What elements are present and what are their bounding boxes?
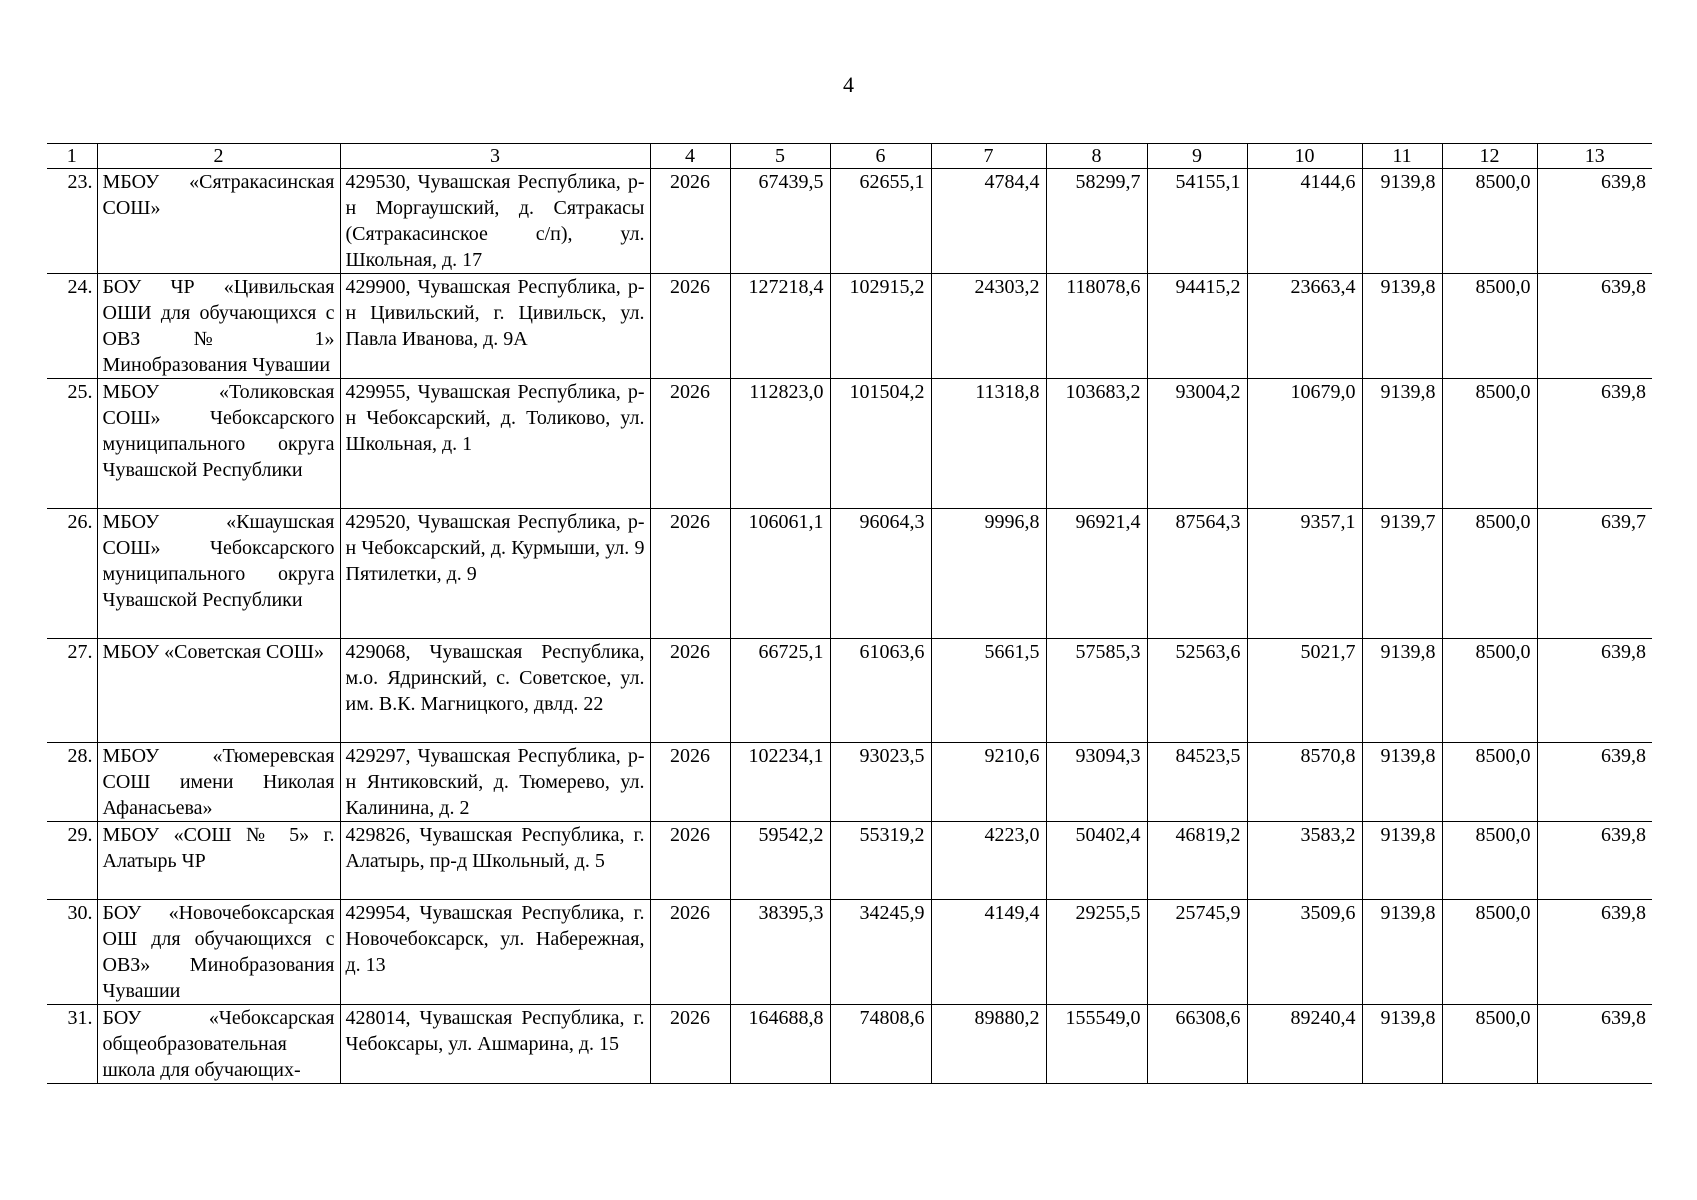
table-row	[47, 1005, 1652, 1084]
value-cell: 93023,5	[830, 743, 931, 822]
value-cell: 9996,8	[931, 509, 1046, 639]
table-row	[47, 274, 1652, 379]
value-cell: 57585,3	[1046, 639, 1147, 743]
value-cell: 4784,4	[931, 169, 1046, 274]
value-cell: 62655,1	[830, 169, 931, 274]
institution-name: МБОУ «Советская СОШ»	[97, 639, 340, 743]
header-cell: 9	[1147, 144, 1247, 169]
value-cell: 74808,6	[830, 1005, 931, 1084]
value-cell: 103683,2	[1046, 379, 1147, 509]
header-cell: 10	[1247, 144, 1362, 169]
value-cell: 639,8	[1537, 900, 1652, 1005]
value-cell: 89880,2	[931, 1005, 1046, 1084]
value-cell: 9139,8	[1362, 1005, 1442, 1084]
year-cell: 2026	[650, 743, 730, 822]
value-cell: 4223,0	[931, 822, 1046, 900]
value-cell: 8570,8	[1247, 743, 1362, 822]
institution-name: МБОУ «Сятракасинская СОШ»	[97, 169, 340, 274]
row-index: 24.	[47, 274, 97, 379]
value-cell: 25745,9	[1147, 900, 1247, 1005]
value-cell: 11318,8	[931, 379, 1046, 509]
value-cell: 5661,5	[931, 639, 1046, 743]
value-cell: 61063,6	[830, 639, 931, 743]
value-cell: 8500,0	[1442, 743, 1537, 822]
value-cell: 9139,8	[1362, 274, 1442, 379]
value-cell: 164688,8	[730, 1005, 830, 1084]
value-cell: 3509,6	[1247, 900, 1362, 1005]
value-cell: 112823,0	[730, 379, 830, 509]
value-cell: 8500,0	[1442, 509, 1537, 639]
value-cell: 96921,4	[1046, 509, 1147, 639]
year-cell: 2026	[650, 1005, 730, 1084]
institution-address: 429068, Чувашская Республика, м.о. Ядринский, с. Советское, ул. им. В.К. Магницкого, двлд. 22	[340, 639, 650, 743]
header-cell: 7	[931, 144, 1046, 169]
value-cell: 639,8	[1537, 822, 1652, 900]
institution-address: 429530, Чувашская Республика, р-н Моргаушский, д. Сятракасы (Сятракасинское с/п), ул. Школьная, д. 17	[340, 169, 650, 274]
table-row	[47, 639, 1652, 743]
page-number: 4	[843, 72, 854, 97]
header-row	[47, 144, 1652, 169]
value-cell: 94415,2	[1147, 274, 1247, 379]
value-cell: 9139,8	[1362, 900, 1442, 1005]
value-cell: 639,8	[1537, 379, 1652, 509]
row-index: 23.	[47, 169, 97, 274]
value-cell: 9139,8	[1362, 379, 1442, 509]
value-cell: 102915,2	[830, 274, 931, 379]
value-cell: 9139,8	[1362, 169, 1442, 274]
value-cell: 106061,1	[730, 509, 830, 639]
row-index: 31.	[47, 1005, 97, 1084]
row-index: 28.	[47, 743, 97, 822]
institution-address: 429954, Чувашская Республика, г. Новочебоксарск, ул. Набережная, д. 13	[340, 900, 650, 1005]
row-index: 29.	[47, 822, 97, 900]
value-cell: 127218,4	[730, 274, 830, 379]
header-cell: 5	[730, 144, 830, 169]
value-cell: 639,7	[1537, 509, 1652, 639]
institution-name: МБОУ «СОШ № 5» г. Алатырь ЧР	[97, 822, 340, 900]
value-cell: 101504,2	[830, 379, 931, 509]
value-cell: 9210,6	[931, 743, 1046, 822]
year-cell: 2026	[650, 900, 730, 1005]
value-cell: 102234,1	[730, 743, 830, 822]
value-cell: 9139,8	[1362, 639, 1442, 743]
header-cell: 6	[830, 144, 931, 169]
value-cell: 89240,4	[1247, 1005, 1362, 1084]
header-cell: 3	[340, 144, 650, 169]
value-cell: 93004,2	[1147, 379, 1247, 509]
value-cell: 96064,3	[830, 509, 931, 639]
value-cell: 5021,7	[1247, 639, 1362, 743]
value-cell: 50402,4	[1046, 822, 1147, 900]
value-cell: 8500,0	[1442, 169, 1537, 274]
value-cell: 54155,1	[1147, 169, 1247, 274]
year-cell: 2026	[650, 509, 730, 639]
row-index: 30.	[47, 900, 97, 1005]
value-cell: 52563,6	[1147, 639, 1247, 743]
year-cell: 2026	[650, 274, 730, 379]
value-cell: 9139,8	[1362, 822, 1442, 900]
value-cell: 639,8	[1537, 169, 1652, 274]
year-cell: 2026	[650, 639, 730, 743]
table-row	[47, 900, 1652, 1005]
value-cell: 93094,3	[1046, 743, 1147, 822]
table-row	[47, 509, 1652, 639]
value-cell: 55319,2	[830, 822, 931, 900]
value-cell: 118078,6	[1046, 274, 1147, 379]
value-cell: 66308,6	[1147, 1005, 1247, 1084]
value-cell: 10679,0	[1247, 379, 1362, 509]
institution-name: БОУ «Новочебоксарская ОШ для обучающихся с ОВЗ» Минобразования Чувашии	[97, 900, 340, 1005]
institution-name: МБОУ «Толиковская СОШ» Чебоксарского муниципального округа Чувашской Республики	[97, 379, 340, 509]
value-cell: 8500,0	[1442, 274, 1537, 379]
value-cell: 59542,2	[730, 822, 830, 900]
institution-name: БОУ ЧР «Цивильская ОШИ для обучающихся с ОВЗ № 1» Минобразования Чувашии	[97, 274, 340, 379]
institution-address: 429826, Чувашская Республика, г. Алатырь, пр-д Школьный, д. 5	[340, 822, 650, 900]
value-cell: 639,8	[1537, 743, 1652, 822]
table-row	[47, 169, 1652, 274]
value-cell: 639,8	[1537, 274, 1652, 379]
value-cell: 8500,0	[1442, 379, 1537, 509]
header-cell: 11	[1362, 144, 1442, 169]
year-cell: 2026	[650, 169, 730, 274]
value-cell: 87564,3	[1147, 509, 1247, 639]
value-cell: 58299,7	[1046, 169, 1147, 274]
row-index: 27.	[47, 639, 97, 743]
header-cell: 2	[97, 144, 340, 169]
header-cell: 4	[650, 144, 730, 169]
table-row	[47, 822, 1652, 900]
value-cell: 9139,7	[1362, 509, 1442, 639]
value-cell: 23663,4	[1247, 274, 1362, 379]
value-cell: 67439,5	[730, 169, 830, 274]
value-cell: 4144,6	[1247, 169, 1362, 274]
value-cell: 4149,4	[931, 900, 1046, 1005]
institution-name: БОУ «Чебоксарская общеобразовательная школа для обучающих-	[97, 1005, 340, 1084]
value-cell: 3583,2	[1247, 822, 1362, 900]
institution-name: МБОУ «Кшаушская СОШ» Чебоксарского муниципального округа Чувашской Республики	[97, 509, 340, 639]
year-cell: 2026	[650, 379, 730, 509]
institution-address: 428014, Чувашская Республика, г. Чебоксары, ул. Ашмарина, д. 15	[340, 1005, 650, 1084]
value-cell: 29255,5	[1046, 900, 1147, 1005]
value-cell: 46819,2	[1147, 822, 1247, 900]
value-cell: 155549,0	[1046, 1005, 1147, 1084]
header-cell: 12	[1442, 144, 1537, 169]
institution-address: 429955, Чувашская Республика, р-н Чебоксарский, д. Толиково, ул. Школьная, д. 1	[340, 379, 650, 509]
institution-address: 429297, Чувашская Республика, р-н Янтиковский, д. Тюмерево, ул. Калинина, д. 2	[340, 743, 650, 822]
value-cell: 66725,1	[730, 639, 830, 743]
value-cell: 8500,0	[1442, 1005, 1537, 1084]
value-cell: 8500,0	[1442, 900, 1537, 1005]
header-cell: 13	[1537, 144, 1652, 169]
data-table	[47, 143, 1652, 1084]
value-cell: 639,8	[1537, 1005, 1652, 1084]
value-cell: 8500,0	[1442, 639, 1537, 743]
value-cell: 639,8	[1537, 639, 1652, 743]
value-cell: 24303,2	[931, 274, 1046, 379]
institution-address: 429520, Чувашская Республика, р-н Чебоксарский, д. Курмыши, ул. 9 Пятилетки, д. 9	[340, 509, 650, 639]
value-cell: 9357,1	[1247, 509, 1362, 639]
year-cell: 2026	[650, 822, 730, 900]
value-cell: 38395,3	[730, 900, 830, 1005]
value-cell: 34245,9	[830, 900, 931, 1005]
institution-address: 429900, Чувашская Республика, р-н Цивильский, г. Цивильск, ул. Павла Иванова, д. 9А	[340, 274, 650, 379]
header-cell: 1	[47, 144, 97, 169]
value-cell: 84523,5	[1147, 743, 1247, 822]
value-cell: 9139,8	[1362, 743, 1442, 822]
table-row	[47, 379, 1652, 509]
table-row	[47, 743, 1652, 822]
institution-name: МБОУ «Тюмеревская СОШ имени Николая Афанасьева»	[97, 743, 340, 822]
row-index: 25.	[47, 379, 97, 509]
row-index: 26.	[47, 509, 97, 639]
value-cell: 8500,0	[1442, 822, 1537, 900]
header-cell: 8	[1046, 144, 1147, 169]
